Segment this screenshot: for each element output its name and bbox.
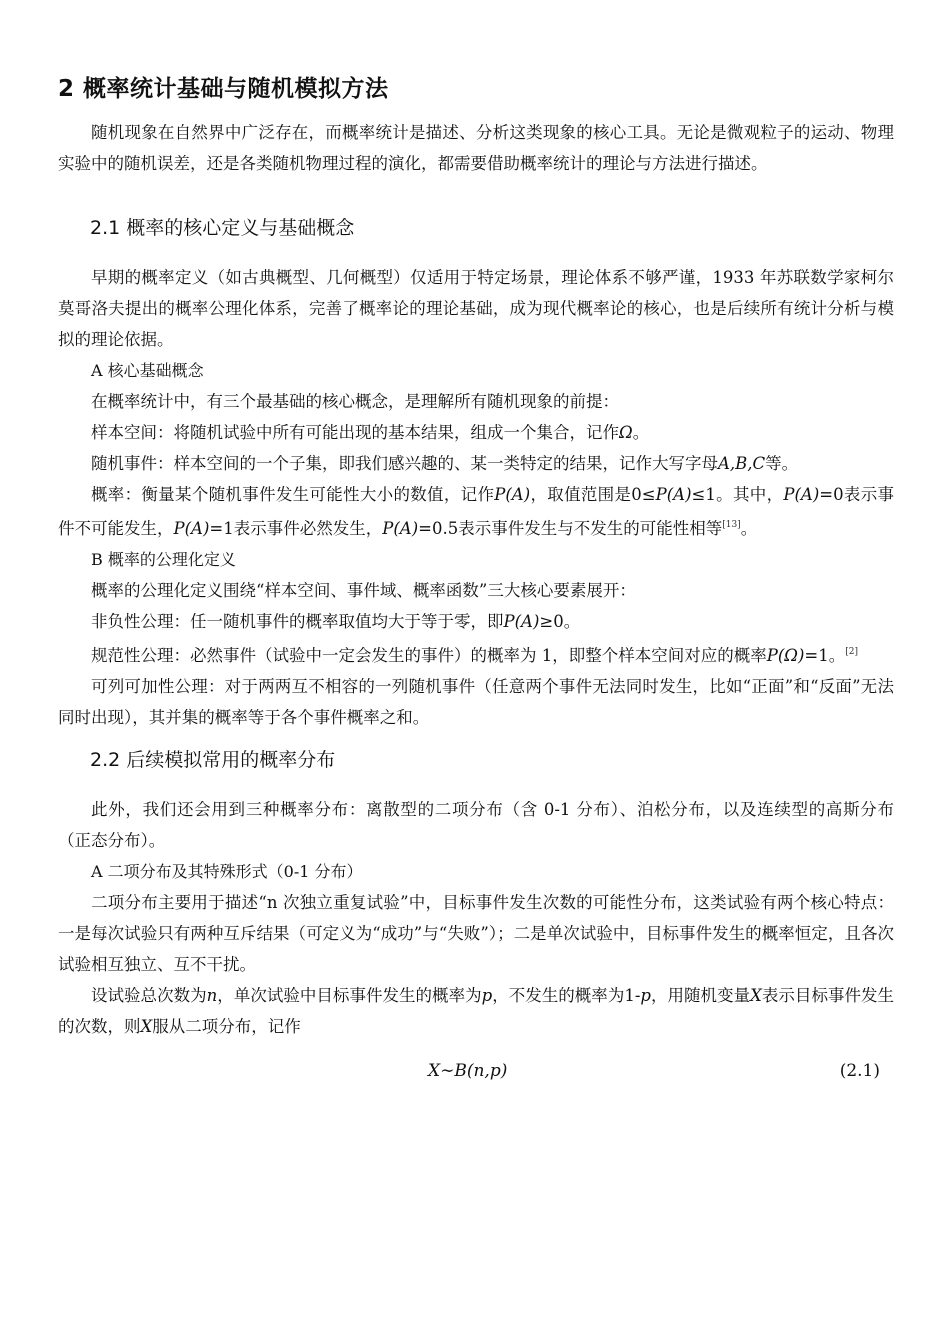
subsection-number: 2.1 xyxy=(90,217,121,239)
paragraph-history: 早期的概率定义（如古典概型、几何概型）仅适用于特定场景，理论体系不够严谨，1933 年苏联数学家柯尔莫哥洛夫提出的概率公理化体系，完善了概率论的理论基础，成为现代概率论的核心，也是后续所有统计分析与模拟的理论依据。 xyxy=(58,268,894,349)
equation-expression: X∼B(n,p) xyxy=(428,1061,508,1081)
label-axioms: B 概率的公理化定义 xyxy=(91,550,236,569)
intro-paragraph: 随机现象在自然界中广泛存在，而概率统计是描述、分析这类现象的核心工具。无论是微观粒子的运动、物理实验中的随机误差，还是各类随机物理过程的演化，都需要借助概率统计的理论与方法进行描述。 xyxy=(58,123,894,173)
paragraph-sample-space: 样本空间：将随机试验中所有可能出现的基本结果，组成一个集合，记作Ω。 xyxy=(91,423,650,442)
label-binomial: A 二项分布及其特殊形式（0-1 分布） xyxy=(91,862,363,881)
paragraph-binomial-desc: 二项分布主要用于描述“n 次独立重复试验”中，目标事件发生次数的可能性分布，这类试验有两个核心特点：一是每次试验只有两种互斥结果（可定义为“成功”与“失败”）；二是单次试验中，目标事件发生的概率恒定，且各次试验相互独立、互不干扰。 xyxy=(58,893,894,974)
paragraph-distributions: 此外，我们还会用到三种概率分布：离散型的二项分布（含 0-1 分布）、泊松分布，以及连续型的高斯分布（正态分布）。 xyxy=(58,800,894,850)
equation-2-1 xyxy=(58,1054,894,1088)
citation-13[interactable]: [13] xyxy=(722,520,741,530)
subsection-title: 概率的核心定义与基础概念 xyxy=(126,217,355,239)
paragraph-axiom-additivity: 可列可加性公理：对于两两互不相容的一列随机事件（任意两个事件无法同时发生，比如“正面”和“反面”无法同时出现），其并集的概率等于各个事件概率之和。 xyxy=(58,677,894,727)
math-events: A,B,C xyxy=(718,454,766,473)
math-omega: Ω xyxy=(619,423,633,442)
paragraph-axioms-lead: 概率的公理化定义围绕“样本空间、事件域、概率函数”三大核心要素展开： xyxy=(91,581,636,600)
subsection-title: 后续模拟常用的概率分布 xyxy=(126,749,336,771)
section-number: 2 xyxy=(58,76,75,102)
paragraph-binomial-setup: 设试验总次数为n，单次试验中目标事件发生的概率为p，不发生的概率为1-p，用随机变量X表示目标事件发生的次数，则X服从二项分布，记作 xyxy=(58,986,895,1036)
subsection-heading-2-1 xyxy=(58,213,894,240)
section-title: 概率统计基础与随机模拟方法 xyxy=(83,76,389,102)
section-heading xyxy=(58,70,894,103)
subsection-number: 2.2 xyxy=(90,749,121,771)
paragraph-axiom-normalization: 规范性公理：必然事件（试验中一定会发生的事件）的概率为 1，即整个样本空间对应的概率P(Ω)=1。[2] xyxy=(91,646,858,665)
paragraph-axiom-nonnegativity: 非负性公理：任一随机事件的概率取值均大于等于零，即P(A)≥0。 xyxy=(91,612,581,631)
label-core-concepts: A 核心基础概念 xyxy=(91,361,204,380)
paragraph-probability: 概率：衡量某个随机事件发生可能性大小的数值，记作P(A)，取值范围是0≤P(A)≤1。其中，P(A)=0表示事件不可能发生，P(A)=1表示事件必然发生，P(A)=0.5表示事件发生与不发生的可能性相等[13]。 xyxy=(58,485,895,538)
paragraph-random-event: 随机事件：样本空间的一个子集，即我们感兴趣的、某一类特定的结果，记作大写字母A,B,C等。 xyxy=(91,454,799,473)
paragraph-lead: 在概率统计中，有三个最基础的核心概念，是理解所有随机现象的前提： xyxy=(91,392,619,411)
equation-number: (2.1) xyxy=(839,1061,880,1081)
subsection-heading-2-2 xyxy=(58,745,894,772)
citation-2[interactable]: [2] xyxy=(845,647,858,657)
page-body xyxy=(58,70,894,1088)
